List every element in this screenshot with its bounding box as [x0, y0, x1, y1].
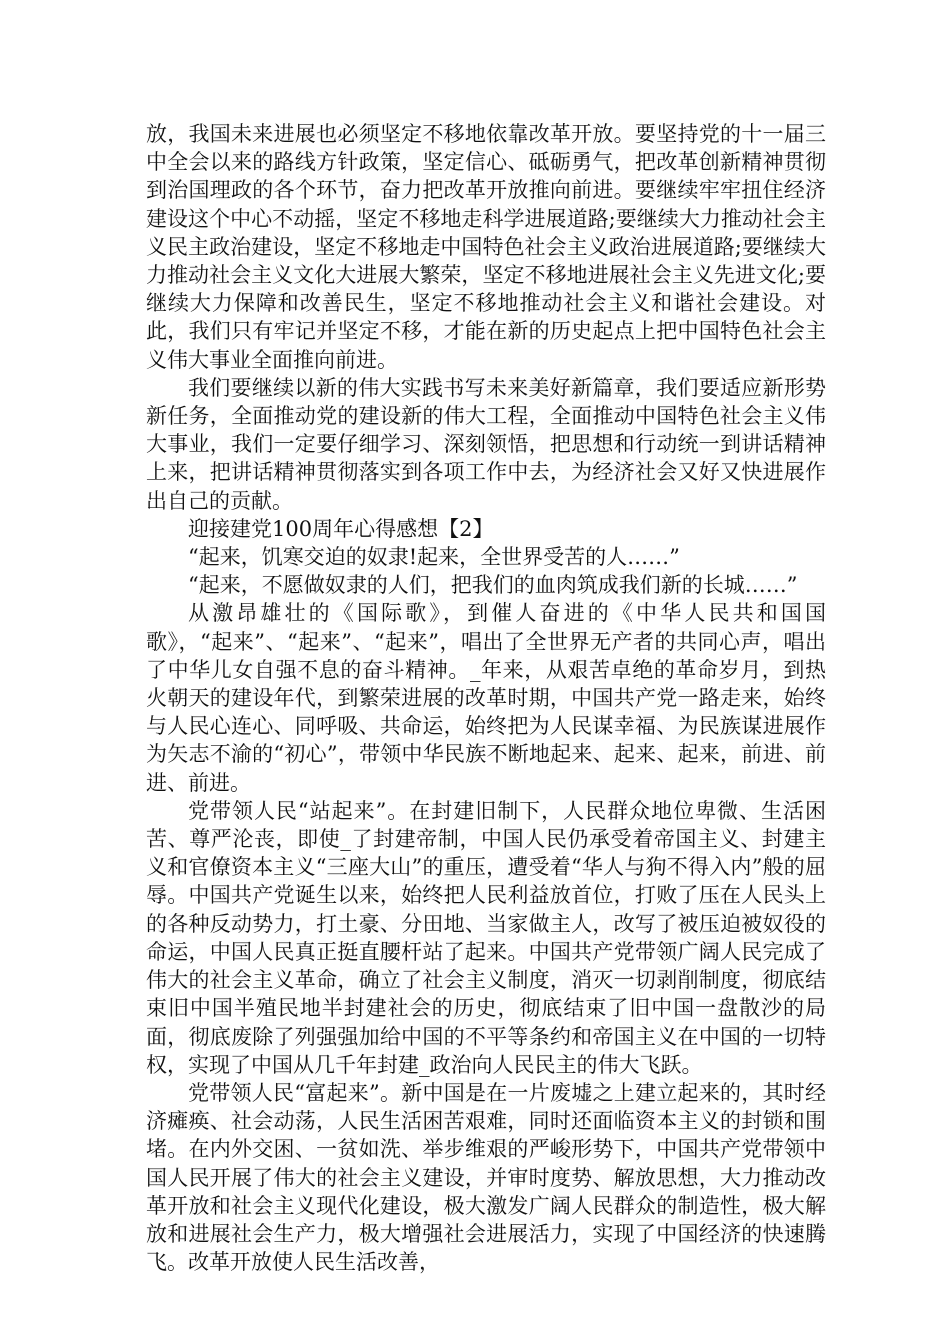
- paragraph: 我们要继续以新的伟大实践书写未来美好新篇章，我们要适应新形势新任务，全面推动党的建设新的伟大工程，全面推动中国特色社会主义伟大事业，我们一定要仔细学习、深刻领悟，把思想和行动统一到讲话精神上来，把讲话精神贯彻落实到各项工作中去，为经济社会又好又快进展作出自己的贡献。: [146, 375, 826, 513]
- paragraph: 党带领人民“站起来”。在封建旧制下，人民群众地位卑微、生活困苦、尊严沦丧，即使_了封建帝制，中国人民仍承受着帝国主义、封建主义和官僚资本主义“三座大山”的重压，遭受着“华人与狗不得入内”般的屈辱。中国共产党诞生以来，始终把人民利益放首位，打败了压在人民头上的各种反动势力，打土豪、分田地、当家做主人，改写了被压迫被奴役的命运，中国人民真正挺直腰杆站了起来。中国共产党带领广阔人民完成了伟大的社会主义革命，确立了社会主义制度，消灭一切剥削制度，彻底结束旧中国半殖民地半封建社会的历史，彻底结束了旧中国一盘散沙的局面，彻底废除了列强强加给中国的不平等条约和帝国主义在中国的一切特权，实现了中国从几千年封建_政治向人民民主的伟大飞跃。: [146, 798, 826, 1077]
- paragraph: 从激昂雄壮的《国际歌》，到催人奋进的《中华人民共和国国歌》，“起来”、“起来”、“起来”，唱出了全世界无产者的共同心声，唱出了中华儿女自强不息的奋斗精神。_年来，从艰苦卓绝的革命岁月，到热火朝天的建设年代，到繁荣进展的改革时期，中国共产党一路走来，始终与人民心连心、同呼吸、共命运，始终把为人民谋幸福、为民族谋进展作为矢志不渝的“初心”，带领中华民族不断地起来、起来、起来，前进、前进、前进。: [146, 601, 826, 795]
- quote-line: “起来，饥寒交迫的奴隶!起来，全世界受苦的人……”: [188, 545, 680, 570]
- document-body: [146, 120, 826, 1276]
- paragraph: 党带领人民“富起来”。新中国是在一片废墟之上建立起来的，其时经济瘫痪、社会动荡，人民生活困苦艰难，同时还面临资本主义的封锁和围堵。在内外交困、一贫如洗、举步维艰的严峻形势下，中国共产党带领中国人民开展了伟大的社会主义建设，并审时度势、解放思想，大力推动改革开放和社会主义现代化建设，极大激发广阔人民群众的制造性，极大解放和进展社会生产力，极大增强社会进展活力，实现了中国经济的快速腾飞。改革开放使人民生活改善，: [146, 1080, 826, 1275]
- paragraph: 放，我国未来进展也必须坚定不移地依靠改革开放。要坚持党的十一届三中全会以来的路线方针政策，坚定信心、砥砺勇气，把改革创新精神贯彻到治国理政的各个环节，奋力把改革开放推向前进。要继续牢牢扭住经济建设这个中心不动摇，坚定不移地走科学进展道路;要继续大力推动社会主义民主政治建设，坚定不移地走中国特色社会主义政治进展道路;要继续大力推动社会主义文化大进展大繁荣，坚定不移地进展社会主义先进文化;要继续大力保障和改善民生，坚定不移地推动社会主义和谐社会建设。对此，我们只有牢记并坚定不移，才能在新的历史起点上把中国特色社会主义伟大事业全面推向前进。: [146, 122, 826, 372]
- section-heading: 迎接建党100周年心得感想【2】: [188, 516, 494, 541]
- quote-line: “起来，不愿做奴隶的人们，把我们的血肉筑成我们新的长城……”: [188, 573, 798, 598]
